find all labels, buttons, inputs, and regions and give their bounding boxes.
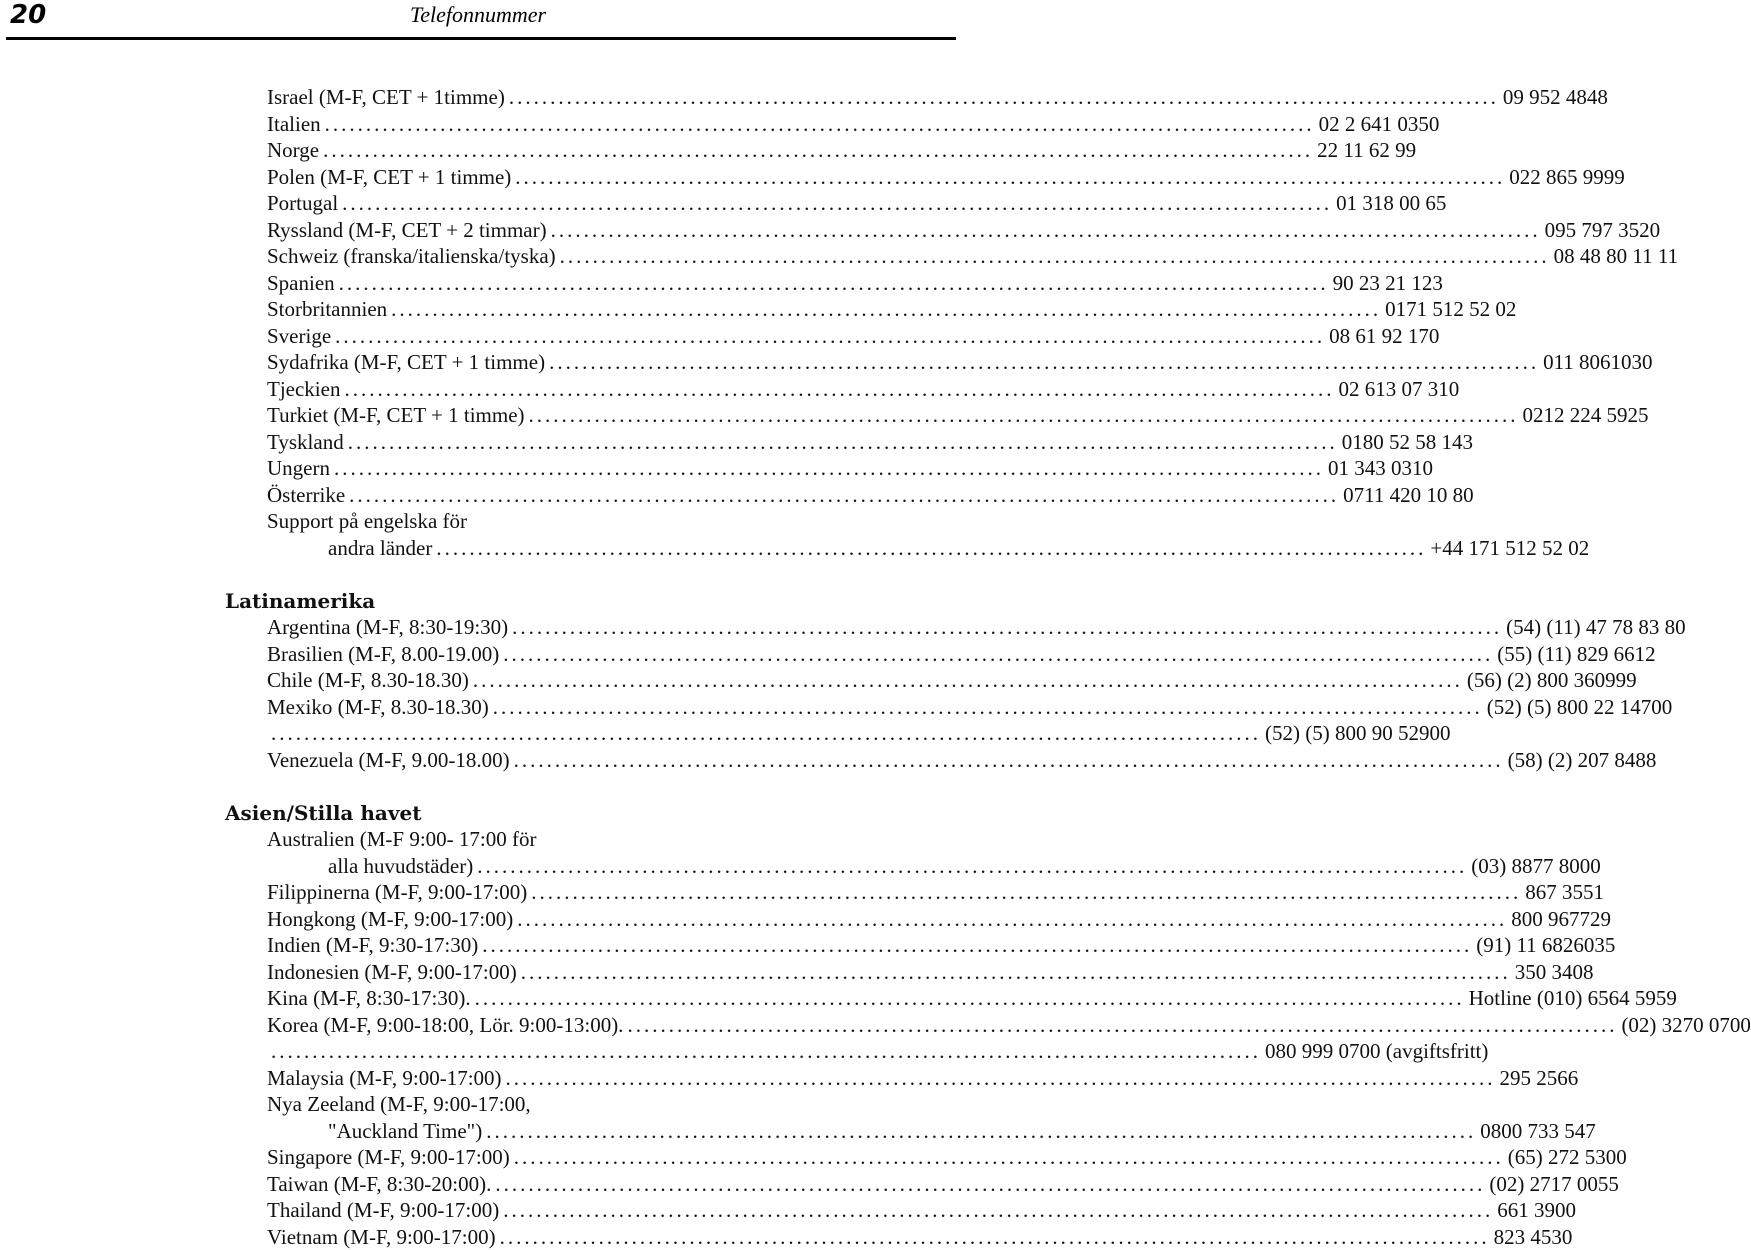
running-title: Telefonnummer (410, 2, 546, 28)
phone-entry: Taiwan (M-F, 8:30-20:00). ........................................................................................................................ (02) 2717 0055 (0, 1171, 960, 1198)
entry-number: 823 4530 (1494, 1224, 1573, 1250)
page-number: 20 (10, 0, 46, 30)
entry-label: Österrike (267, 482, 345, 509)
phone-entry: ........................................................................................................................ (52) (5) 800 90 52900 (0, 720, 960, 747)
entry-number: (58) (2) 207 8488 (1508, 747, 1657, 774)
nz-number: 0800 733 547 (1480, 1118, 1596, 1145)
phone-entry: Norge ........................................................................................................................ 22 11 62 99 (0, 137, 960, 164)
phone-entry: Kina (M-F, 8:30-17:30). ........................................................................................................................ Hotline (010) 6564 5959 (0, 985, 960, 1012)
entry-number: 02 613 07 310 (1338, 376, 1459, 403)
entry-number: (02) 3270 0700 (1621, 1012, 1751, 1039)
entry-label: Thailand (M-F, 9:00-17:00) (267, 1197, 499, 1224)
phone-entry: Tyskland ........................................................................................................................ 0180 52 58 143 (0, 429, 960, 456)
phone-entry: Sverige ........................................................................................................................ 08 61 92 170 (0, 323, 960, 350)
entry-label: Norge (267, 137, 319, 164)
section-heading-asien: Asien/Stilla havet (0, 800, 960, 827)
entry-label: Portugal (267, 190, 338, 217)
support-line (0, 508, 960, 535)
entry-number: 0171 512 52 02 (1385, 296, 1516, 323)
phone-entry: Singapore (M-F, 9:00-17:00) ........................................................................................................................ (65) 272 5300 (0, 1144, 960, 1171)
entry-label: Tjeckien (267, 376, 340, 403)
entry-label: Spanien (267, 270, 335, 297)
nz-label-line1: Nya Zeeland (M-F, 9:00-17:00, (267, 1091, 531, 1118)
phone-entry: Vietnam (M-F, 9:00-17:00) ........................................................................................................................ 823 4530 (0, 1224, 960, 1250)
phone-entry: Argentina (M-F, 8:30-19:30) ........................................................................................................................ (54) (11) 47 78 83 80 (0, 614, 960, 641)
phone-list (0, 84, 960, 1250)
entry-number: 22 11 62 99 (1317, 137, 1416, 164)
entry-number: 08 48 80 11 11 (1554, 243, 1678, 270)
phone-entry: Spanien ........................................................................................................................ 90 23 21 123 (0, 270, 960, 297)
entry-number: 08 61 92 170 (1329, 323, 1439, 350)
australia-number: (03) 8877 8000 (1471, 853, 1601, 880)
phone-entry: Israel (M-F, CET + 1timme) ........................................................................................................................ 09 952 4848 (0, 84, 960, 111)
entry-label: Indonesien (M-F, 9:00-17:00) (267, 959, 517, 986)
entry-number: (52) (5) 800 22 14700 (1487, 694, 1672, 721)
entry-label: Polen (M-F, CET + 1 timme) (267, 164, 511, 191)
entry-label: Venezuela (M-F, 9.00-18.00) (267, 747, 510, 774)
nz-line (0, 1091, 960, 1118)
phone-entry: Ryssland (M-F, CET + 2 timmar) ........................................................................................................................ 095 797 3520 (0, 217, 960, 244)
entry-label: Italien (267, 111, 321, 138)
section-heading-latinamerika: Latinamerika (0, 588, 960, 615)
support-label-line1: Support på engelska för (267, 508, 467, 535)
entry-label: Taiwan (M-F, 8:30-20:00). (267, 1171, 491, 1198)
entry-number: 350 3408 (1515, 959, 1594, 986)
entry-label: Storbritannien (267, 296, 387, 323)
entry-number: (56) (2) 800 360999 (1467, 667, 1637, 694)
entry-number: 095 797 3520 (1545, 217, 1661, 244)
entry-number: 02 2 641 0350 (1319, 111, 1440, 138)
entry-label: Ryssland (M-F, CET + 2 timmar) (267, 217, 547, 244)
entry-number: 800 967729 (1511, 906, 1611, 933)
entry-number: 0180 52 58 143 (1342, 429, 1473, 456)
phone-entry: ........................................................................................................................ 080 999 0700 (avgiftsfritt) (0, 1038, 960, 1065)
phone-entry: Polen (M-F, CET + 1 timme) ........................................................................................................................ 022 865 9999 (0, 164, 960, 191)
asia-list (0, 879, 960, 1091)
entry-label: Ungern (267, 455, 330, 482)
phone-entry: Italien ........................................................................................................................ 02 2 641 0350 (0, 111, 960, 138)
support-label-line2: andra länder (328, 535, 432, 562)
entry-number: (91) 11 6826035 (1476, 932, 1615, 959)
support-row: andra länder ........................................................................................................................ +44 171 512 52 02 (0, 535, 960, 562)
phone-entry: Thailand (M-F, 9:00-17:00) ........................................................................................................................ 661 3900 (0, 1197, 960, 1224)
entry-label: Sydafrika (M-F, CET + 1 timme) (267, 349, 545, 376)
entry-number: (02) 2717 0055 (1489, 1171, 1619, 1198)
entry-number: 295 2566 (1500, 1065, 1579, 1092)
phone-entry: Korea (M-F, 9:00-18:00, Lör. 9:00-13:00). ........................................................................................................................ (02) 3270 0700 (0, 1012, 960, 1039)
entry-label: Israel (M-F, CET + 1timme) (267, 84, 505, 111)
latin-list (0, 614, 960, 773)
nz-label-line2: "Auckland Time") (328, 1118, 482, 1145)
entry-label: Mexiko (M-F, 8.30-18.30) (267, 694, 489, 721)
entry-number: (65) 272 5300 (1508, 1144, 1627, 1171)
australia-label-line2: alla huvudstäder) (328, 853, 473, 880)
phone-entry: Filippinerna (M-F, 9:00-17:00) ........................................................................................................................ 867 3551 (0, 879, 960, 906)
australia-row: alla huvudstäder) ........................................................................................................................ (03) 8877 8000 (0, 853, 960, 880)
entry-label: Sverige (267, 323, 331, 350)
entry-label: Kina (M-F, 8:30-17:30). (267, 985, 471, 1012)
entry-label: Tyskland (267, 429, 344, 456)
entry-label: Chile (M-F, 8.30-18.30) (267, 667, 469, 694)
entry-label: Malaysia (M-F, 9:00-17:00) (267, 1065, 502, 1092)
phone-entry: Chile (M-F, 8.30-18.30) ........................................................................................................................ (56) (2) 800 360999 (0, 667, 960, 694)
entry-number: 011 8061030 (1543, 349, 1652, 376)
phone-entry: Hongkong (M-F, 9:00-17:00) ........................................................................................................................ 800 967729 (0, 906, 960, 933)
phone-entry: Mexiko (M-F, 8.30-18.30) ........................................................................................................................ (52) (5) 800 22 14700 (0, 694, 960, 721)
phone-entry: Schweiz (franska/italienska/tyska) ........................................................................................................................ 08 48 80 11 11 (0, 243, 960, 270)
phone-entry: Brasilien (M-F, 8.00-19.00) ........................................................................................................................ (55) (11) 829 6612 (0, 641, 960, 668)
entry-number: 080 999 0700 (avgiftsfritt) (1265, 1038, 1488, 1065)
phone-entry: Tjeckien ........................................................................................................................ 02 613 07 310 (0, 376, 960, 403)
phone-entry: Turkiet (M-F, CET + 1 timme) ........................................................................................................................ 0212 224 5925 (0, 402, 960, 429)
entry-label: Indien (M-F, 9:30-17:30) (267, 932, 478, 959)
entry-label: Hongkong (M-F, 9:00-17:00) (267, 906, 513, 933)
entry-number: 0212 224 5925 (1523, 402, 1649, 429)
entry-number: 90 23 21 123 (1333, 270, 1443, 297)
entry-number: 867 3551 (1525, 879, 1604, 906)
phone-entry: Venezuela (M-F, 9.00-18.00) ........................................................................................................................ (58) (2) 207 8488 (0, 747, 960, 774)
australia-label-line1: Australien (M-F 9:00- 17:00 för (267, 826, 536, 853)
entry-label: Schweiz (franska/italienska/tyska) (267, 243, 556, 270)
entry-number: (52) (5) 800 90 52900 (1265, 720, 1450, 747)
entry-label: Turkiet (M-F, CET + 1 timme) (267, 402, 525, 429)
phone-entry: Sydafrika (M-F, CET + 1 timme) ........................................................................................................................ 011 8061030 (0, 349, 960, 376)
entry-number: 0711 420 10 80 (1343, 482, 1473, 509)
support-number: +44 171 512 52 02 (1430, 535, 1589, 562)
entry-label: Argentina (M-F, 8:30-19:30) (267, 614, 508, 641)
asia-list-2 (0, 1144, 960, 1250)
entry-number: Hotline (010) 6564 5959 (1469, 985, 1677, 1012)
australia-line (0, 826, 960, 853)
entry-number: 661 3900 (1497, 1197, 1576, 1224)
phone-entry: Indien (M-F, 9:30-17:30) ........................................................................................................................ (91) 11 6826035 (0, 932, 960, 959)
phone-entry: Ungern ........................................................................................................................ 01 343 0310 (0, 455, 960, 482)
entry-label: Korea (M-F, 9:00-18:00, Lör. 9:00-13:00). (267, 1012, 623, 1039)
phone-entry: Malaysia (M-F, 9:00-17:00) ........................................................................................................................ 295 2566 (0, 1065, 960, 1092)
phone-entry: Indonesien (M-F, 9:00-17:00) ........................................................................................................................ 350 3408 (0, 959, 960, 986)
entry-number: 022 865 9999 (1509, 164, 1625, 191)
entry-label: Vietnam (M-F, 9:00-17:00) (267, 1224, 496, 1250)
phone-entry: Storbritannien ........................................................................................................................ 0171 512 52 02 (0, 296, 960, 323)
entry-label: Filippinerna (M-F, 9:00-17:00) (267, 879, 527, 906)
page-header (0, 0, 960, 40)
header-rule (6, 37, 956, 40)
entry-label: Singapore (M-F, 9:00-17:00) (267, 1144, 510, 1171)
phone-entry: Österrike ........................................................................................................................ 0711 420 10 80 (0, 482, 960, 509)
entry-number: 01 343 0310 (1328, 455, 1433, 482)
phone-entry: Portugal ........................................................................................................................ 01 318 00 65 (0, 190, 960, 217)
entry-number: (55) (11) 829 6612 (1497, 641, 1655, 668)
entry-number: (54) (11) 47 78 83 80 (1506, 614, 1685, 641)
entry-label: Brasilien (M-F, 8.00-19.00) (267, 641, 499, 668)
entry-number: 09 952 4848 (1503, 84, 1608, 111)
europe-list (0, 84, 960, 508)
entry-number: 01 318 00 65 (1336, 190, 1446, 217)
nz-row: "Auckland Time") ........................................................................................................................ 0800 733 547 (0, 1118, 960, 1145)
